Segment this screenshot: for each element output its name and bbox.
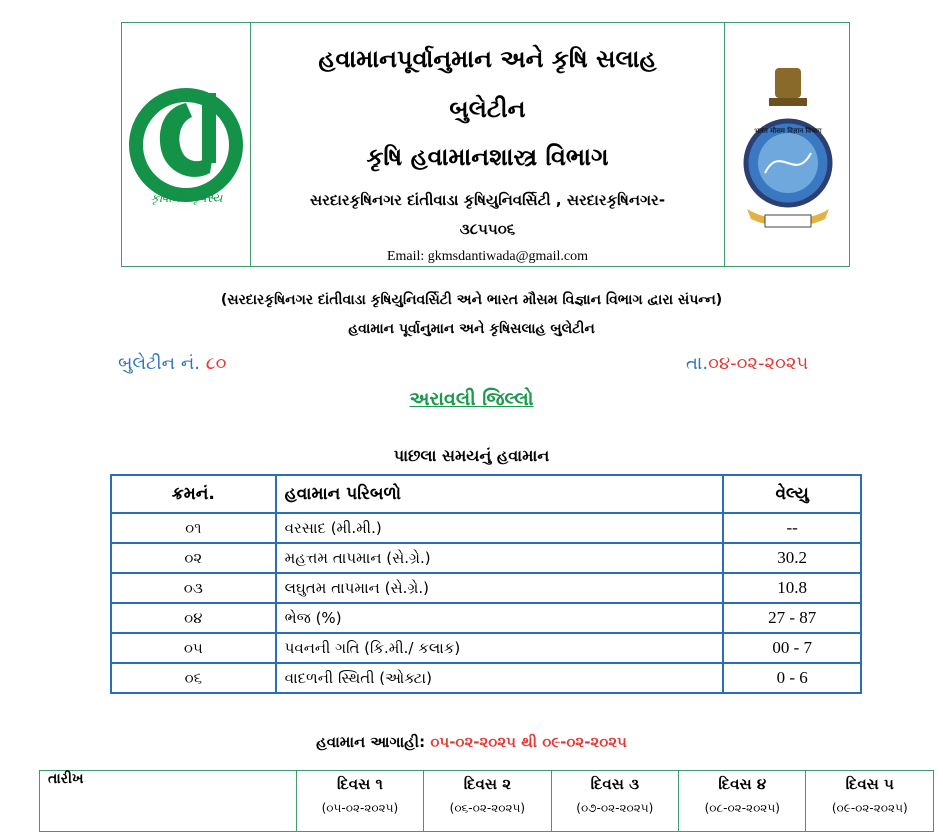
table-row (111, 633, 861, 663)
row-value: 00 - 7 (723, 633, 861, 663)
header-address-line2: ૩૮૫૫૦૬ (459, 220, 516, 238)
header-text (251, 23, 724, 266)
imd-emblem-icon (725, 23, 850, 266)
university-logo-cell (122, 23, 251, 266)
subtitle-line1: (સરદારકૃષિનગર દાંતીવાડા કૃષિયુનિવર્સિટી અને ભારત મૌસમ વિજ્ઞાન વિભાગ દ્વારા સંપન્ન) (220, 292, 723, 308)
forecast-label: હવામાન આગાહી: (316, 733, 426, 751)
header-email: Email: gkmsdantiwada@gmail.com (386, 249, 589, 264)
row-parameter: મહત્તમ તાપમાન (સે.ગ્રે.) (276, 543, 724, 573)
row-serial: ૦૪ (111, 603, 276, 633)
bulletin-number (118, 353, 226, 374)
forecast-header-row (40, 771, 934, 832)
bulletin-date (686, 353, 808, 374)
row-serial: ૦૨ (111, 543, 276, 573)
row-parameter: લઘુતમ તાપમાન (સે.ગ્રે.) (276, 573, 724, 603)
forecast-day-4 (679, 771, 806, 832)
row-parameter: પવનની ગતિ (કિ.મી./ કલાક) (276, 633, 724, 663)
day-name: દિવસ ૨ (463, 775, 512, 793)
forecast-day-2 (424, 771, 551, 832)
district-name: અરાવલી જિલ્લો (409, 388, 534, 410)
bulletin-header (121, 22, 850, 267)
forecast-day-5 (806, 771, 934, 832)
day-date: (૦૫-૦૨-૨૦૨૫) (321, 801, 399, 815)
imd-logo-text: भारत मौसम विज्ञान विभाग (754, 127, 822, 135)
header-address-line1: સરદારકૃષિનગર દાંતીવાડા કૃષિયુનિવર્સિટી , સરદારકૃષિનગર- (309, 191, 666, 209)
past-weather-header-row (111, 475, 861, 513)
forecast-range: ૦૫-૦૨-૨૦૨૫ થી ૦૯-૦૨-૨૦૨૫ (430, 733, 627, 751)
forecast-day-3 (551, 771, 678, 832)
table-row (111, 573, 861, 603)
past-weather-table (110, 474, 862, 694)
header-title-line1: હવામાનપૂર્વાનુમાન અને કૃષિ સલાહ (318, 45, 657, 73)
university-logo (122, 23, 251, 266)
table-row (111, 543, 861, 573)
table-row (111, 603, 861, 633)
col-header-parameter: હવામાન પરિબળો (276, 475, 724, 513)
past-weather-title: પાછલા સમયનું હવામાન (393, 446, 550, 465)
row-value: -- (723, 513, 861, 543)
day-name: દિવસ ૩ (590, 775, 640, 793)
forecast-date-header: તારીખ (40, 771, 297, 832)
table-row (111, 513, 861, 543)
col-header-serial: ક્રમનં. (111, 475, 276, 513)
forecast-day-1 (296, 771, 423, 832)
row-parameter: ભેજ (%) (276, 603, 724, 633)
day-date: (૦૭-૦૨-૨૦૨૫) (576, 801, 654, 815)
row-serial: ૦૬ (111, 663, 276, 693)
bulletin-date-value: ૦૪-૦૨-૨૦૨૫ (708, 353, 809, 374)
row-serial: ૦૫ (111, 633, 276, 663)
row-parameter: વાદળની સ્થિતી (ઓક્ટા) (276, 663, 724, 693)
header-department: કૃષિ હવામાનશાસ્ત્ર વિભાગ (366, 143, 609, 171)
row-value: 30.2 (723, 543, 861, 573)
day-date: (૦૬-૦૨-૨૦૨૫) (449, 801, 526, 815)
forecast-table (39, 770, 934, 832)
day-name: દિવસ ૧ (337, 775, 383, 793)
subtitle-line2: હવામાન પૂર્વાનુમાન અને કૃષિસલાહ બુલેટીન (348, 321, 595, 337)
row-value: 0 - 6 (723, 663, 861, 693)
row-serial: ૦૩ (111, 573, 276, 603)
day-date: (૦૮-૦૨-૨૦૨૫) (704, 801, 780, 815)
day-name: દિવસ ૪ (718, 775, 767, 793)
imd-logo-cell (724, 23, 849, 266)
day-date: (૦૯-૦૨-૨૦૨૫) (831, 801, 908, 815)
row-value: 10.8 (723, 573, 861, 603)
district-heading (0, 388, 943, 410)
row-value: 27 - 87 (723, 603, 861, 633)
table-row (111, 663, 861, 693)
day-name: દિવસ ૫ (845, 775, 894, 793)
row-serial: ૦૧ (111, 513, 276, 543)
col-header-value: વેલ્યુ (723, 475, 861, 513)
row-parameter: વરસાદ (મી.મી.) (276, 513, 724, 543)
university-logo-caption: કૃષિમિત કૃષસ્ય (150, 191, 223, 205)
bulletin-number-value: ૮૦ (205, 353, 227, 374)
forecast-title (0, 733, 943, 751)
bulletin-date-label: તા. (686, 353, 709, 374)
header-title-line2: બુલેટીન (449, 95, 526, 123)
bulletin-number-label: બુલેટીન નં. (118, 353, 200, 374)
